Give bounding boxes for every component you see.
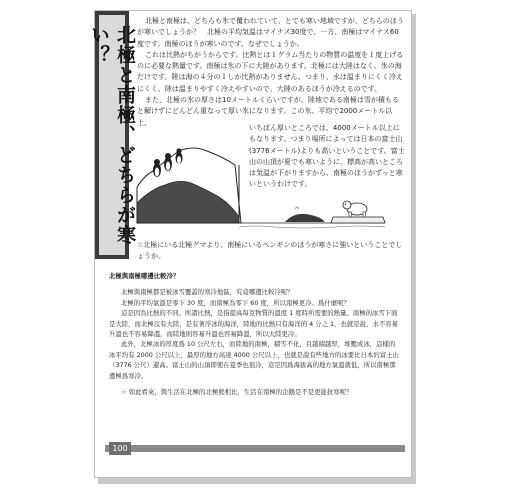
japanese-question-note: ☆北極にいる北極グマより、南極にいるペンギンのほうが寒さに強いということでしょうか。: [137, 241, 403, 260]
antarctica-ice-illustration: [137, 148, 241, 223]
chapter-title-box: [88, 15, 136, 255]
japanese-paragraph-1: 北極と南極は、どちらも氷で覆われていて、とても寒い地域ですが、どちらのほうが寒いでしょうか？ 北極の平均気温はマイナス30度で、一方、南極はマイナス60度です。南極のほうが寒いのです。なぜでしょうか。: [137, 17, 404, 48]
translation-heading: 北極與南極哪邊比較冷？: [109, 272, 180, 280]
translation-question-note: ☆ 如此看來，與生活在北極的北極熊相比，生活在南極的企鵝是不是更能抗寒呢？: [121, 388, 353, 397]
japanese-paragraph-3-continued: いちばん厚いところでは、4000メートル以上にもなります。つまり場所によっては日本の富士山(3776メートル)よりも高いということです。富士山の山頂が夏でも寒いように、標高が高いところは気温が下がりますから、南極のほうがずっと寒いというわけです。: [249, 124, 405, 189]
footer-bar: [105, 445, 405, 452]
translation-paragraph-1: 北極與南極都是被冰雪覆蓋的寒冷地區，究竟哪邊比較冷呢？: [121, 288, 294, 297]
japanese-paragraph-3: また、北極の氷の厚さは10メートルくらいですが、陸地である南極は雪が積もると解けずにどんどん重なって厚い氷になります。この氷、平均で2000メートル以上、: [137, 96, 399, 127]
translation-paragraph-3: 這是因為比熱的不同。所謂比熱，是指提高每克物質的溫度 1 度時所需要的熱量。南極的冰雪下面是大陸，而北極沒有大陸，是有著浮冰的海洋，陸地的比熱只有海洋的 4 分之 1，也就是說，水不容易升溫也不容易降溫，而陸地則容易升溫也容易降溫，所以大陸更冷。: [109, 309, 399, 339]
japanese-text-block: [137, 16, 405, 129]
translation-paragraph-2: 北極的平均氣溫是零下 30 度，而南極為零下 60 度，所以南極更冷。爲什麼呢？: [121, 298, 350, 307]
chapter-title: 北極と南極、どちらが寒い？: [88, 25, 136, 245]
book-page: [88, 10, 412, 478]
translation-block: [109, 271, 401, 397]
whale-illustration: [285, 207, 325, 222]
arctic-ice-floe: [331, 217, 385, 223]
chapter-title-tab: [88, 11, 136, 259]
page-number: 100: [109, 442, 131, 455]
polar-bear-illustration: [343, 201, 367, 217]
japanese-text-continued: [249, 123, 405, 191]
translation-paragraph-4: 此外，北極冰的厚度爲 10 公尺左右，而陸地的南極，積雪不化，且越積越厚，堆壓成冰，這樣的冰平均有 2000 公尺以上，最厚的地方高達 4000 公尺以上，也就是說有些地方的冰要比日本的富士山（3776 公尺）還高。富士山的山頂即使在夏季也很冷，這是因爲海拔高的地方氣溫就低，所以南極那邊極爲寒冷。: [109, 340, 399, 380]
japanese-paragraph-2: これは比熱がちがうからです。比熱とは１グラム当たりの物質の温度を１度上げるのに必要な熱量です。南極は氷の下に大陸があります。北極には大陸はなく、氷の海だけです。陸は海の４分の１しか比熱がありません。つまり、水は温まりにくく冷えにくく、陸は温まりやすく冷えやすいので、大陸のあるほうが冷えるのです。: [137, 50, 404, 93]
